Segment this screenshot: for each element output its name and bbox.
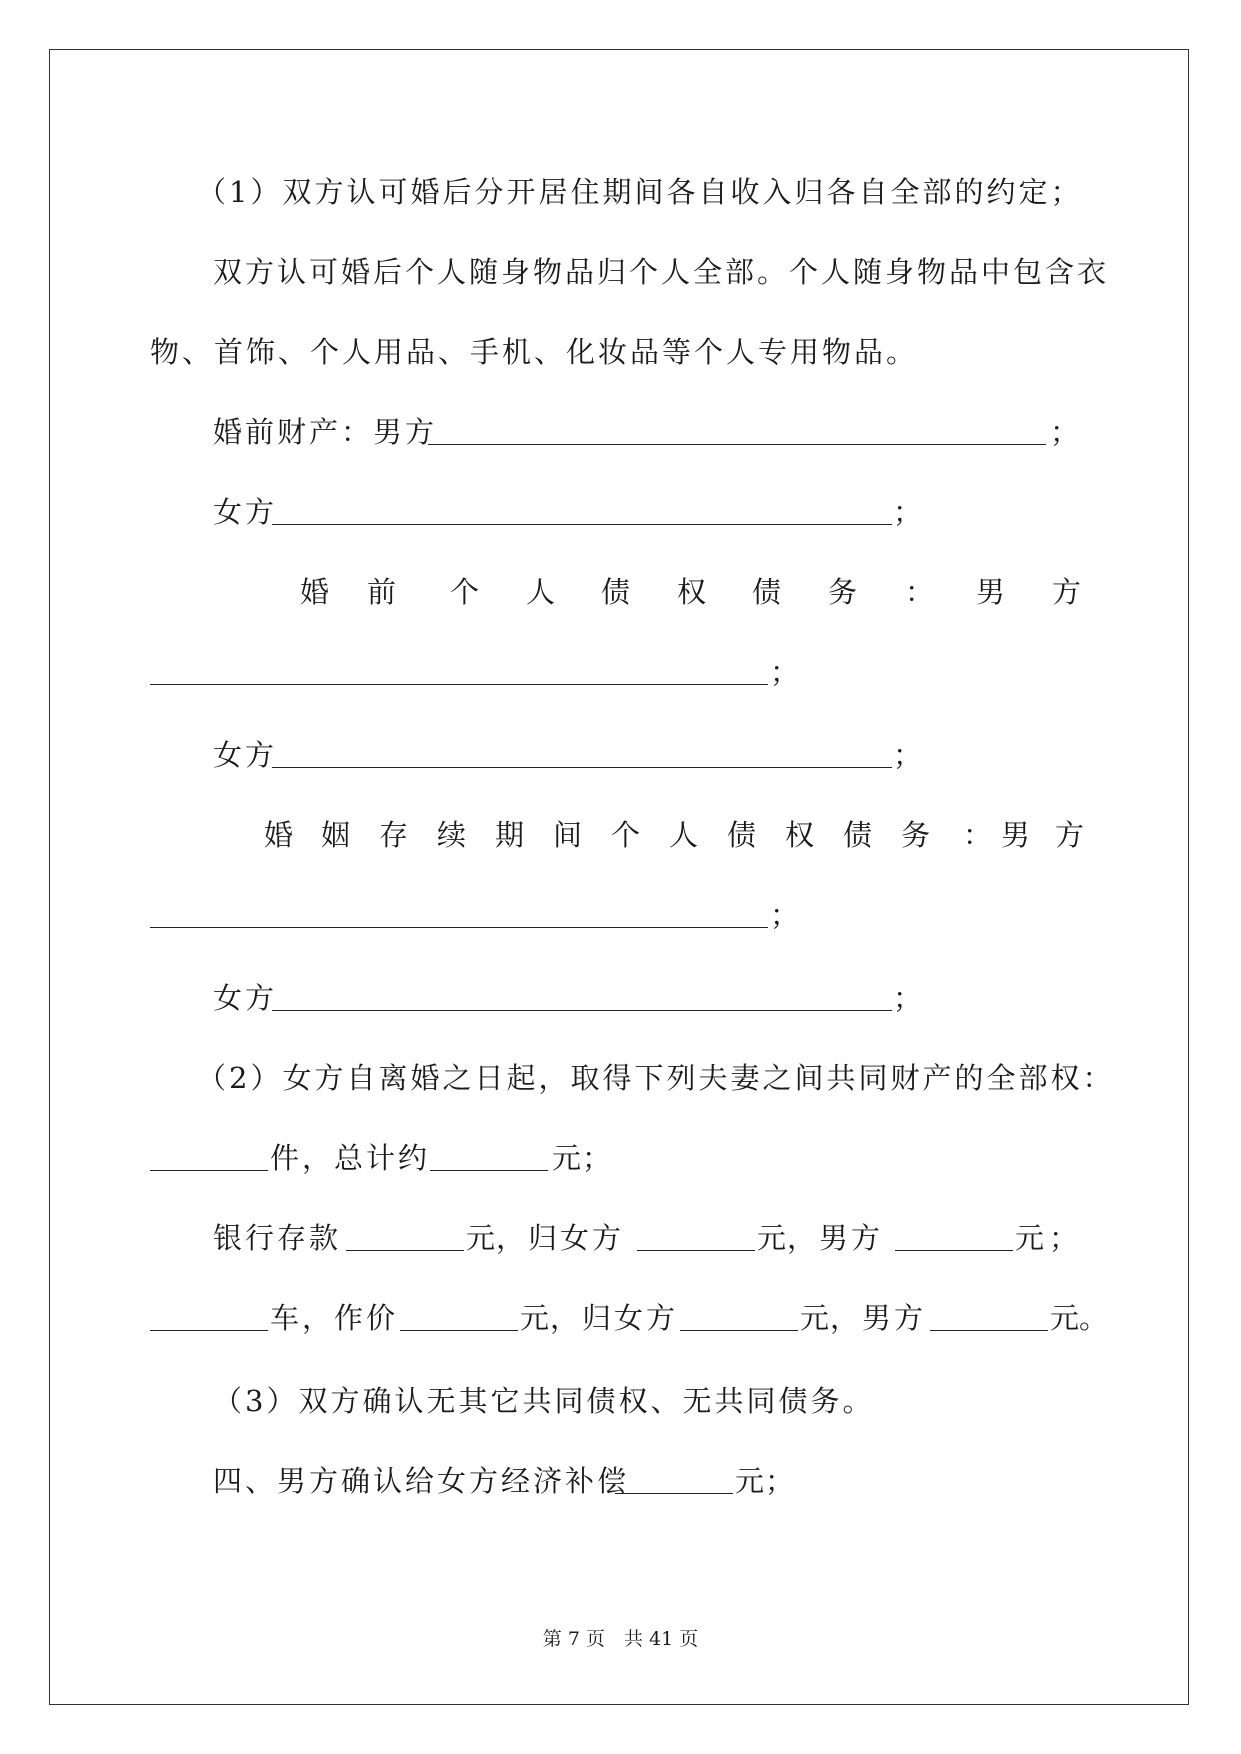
- yuan-text: 元: [520, 1301, 550, 1335]
- male-text: ，男方: [787, 1221, 884, 1255]
- vehicle-male-blank[interactable]: [930, 1304, 1048, 1331]
- yuan-text: 元: [1050, 1301, 1080, 1335]
- spread-char: 人: [526, 575, 556, 609]
- female-label: 女方: [213, 981, 278, 1015]
- spread-char: 债: [727, 818, 757, 852]
- marital-debt-male-blank[interactable]: [150, 901, 768, 928]
- premarital-property-label: 婚前财产：男方: [213, 415, 438, 449]
- semicolon: ；: [1050, 415, 1080, 449]
- bank-deposit-male-blank[interactable]: [895, 1224, 1013, 1251]
- yuan-text: 元: [757, 1221, 787, 1255]
- items-amount-blank[interactable]: [430, 1144, 548, 1171]
- premarital-property-female-blank[interactable]: [272, 498, 892, 525]
- premarital-debt-female-blank[interactable]: [272, 741, 892, 768]
- female-label: 女方: [213, 738, 278, 772]
- to-female-text: ，归女方: [550, 1301, 679, 1335]
- spread-char: 债: [752, 575, 782, 609]
- yuan-text: 元: [466, 1221, 496, 1255]
- spread-char: ：: [963, 818, 993, 852]
- vehicle-value-blank[interactable]: [400, 1304, 518, 1331]
- spread-char: 权: [677, 575, 707, 609]
- page-border: [49, 49, 1189, 1705]
- spread-char: 方: [1055, 818, 1085, 852]
- bank-deposit-female-blank[interactable]: [637, 1224, 755, 1251]
- spread-char: 务: [901, 818, 931, 852]
- spread-char: 婚: [264, 818, 294, 852]
- semicolon: ；: [765, 1464, 795, 1498]
- spread-char: 人: [669, 818, 699, 852]
- yuan-text: 元: [552, 1141, 582, 1175]
- paragraph-2-clause-text: （2）女方自离婚之日起，取得下列夫妻之间共同财产的全部权：: [197, 1061, 1115, 1095]
- marital-debt-female-blank[interactable]: [272, 984, 892, 1011]
- spread-char: 方: [1052, 575, 1082, 609]
- semicolon: ；: [893, 495, 923, 529]
- compensation-amount-blank[interactable]: [615, 1467, 733, 1494]
- premarital-debt-male-blank[interactable]: [150, 658, 768, 685]
- spread-char: 续: [437, 818, 467, 852]
- period: 。: [1079, 1301, 1109, 1335]
- spread-char: ：: [905, 575, 935, 609]
- semicolon: ；: [582, 1141, 612, 1175]
- bank-deposit-total-blank[interactable]: [346, 1224, 464, 1251]
- spread-char: 姻: [321, 818, 351, 852]
- yuan-text: 元: [1015, 1221, 1045, 1255]
- paragraph-2-text-b: 物、首饰、个人用品、手机、化妆品等个人专用物品。: [150, 335, 919, 369]
- spread-char: 债: [601, 575, 631, 609]
- vehicle-name-blank[interactable]: [150, 1304, 268, 1331]
- items-count-blank[interactable]: [150, 1144, 268, 1171]
- premarital-property-male-blank[interactable]: [428, 418, 1046, 445]
- spread-char: 期: [495, 818, 525, 852]
- spread-char: 务: [828, 575, 858, 609]
- page-number: 第 7 页 共 41 页: [542, 1628, 699, 1650]
- paragraph-2-text-a: 双方认可婚后个人随身物品归个人全部。个人随身物品中包含衣: [213, 255, 1110, 289]
- spread-char: 权: [785, 818, 815, 852]
- spread-char: 个: [611, 818, 641, 852]
- vehicle-female-blank[interactable]: [680, 1304, 798, 1331]
- spread-char: 债: [843, 818, 873, 852]
- male-text: ，男方: [830, 1301, 927, 1335]
- yuan-text: 元: [800, 1301, 830, 1335]
- paragraph-1-text: （1）双方认可婚后分开居住期间各自收入归各自全部的约定；: [197, 175, 1083, 209]
- yuan-text: 元: [735, 1464, 765, 1498]
- spread-char: 前: [367, 575, 397, 609]
- female-label: 女方: [213, 495, 278, 529]
- semicolon: ；: [770, 898, 800, 932]
- spread-char: 个: [450, 575, 480, 609]
- semicolon: ；: [1049, 1221, 1079, 1255]
- semicolon: ；: [893, 738, 923, 772]
- semicolon: ；: [770, 655, 800, 689]
- bank-deposit-label: 银行存款: [213, 1221, 342, 1255]
- spread-char: 存: [379, 818, 409, 852]
- spread-char: 男: [976, 575, 1006, 609]
- to-female-text: ，归女方: [496, 1221, 625, 1255]
- spread-char: 婚: [300, 575, 330, 609]
- vehicle-text: 车，作价: [270, 1301, 399, 1335]
- spread-char: 男: [1001, 818, 1031, 852]
- items-total-text: 件，总计约: [270, 1141, 431, 1175]
- semicolon: ；: [893, 981, 923, 1015]
- spread-char: 间: [553, 818, 583, 852]
- compensation-label: 四、男方确认给女方经济补偿: [213, 1464, 630, 1498]
- paragraph-3-clause-text: （3）双方确认无其它共同债权、无共同债务。: [213, 1384, 875, 1418]
